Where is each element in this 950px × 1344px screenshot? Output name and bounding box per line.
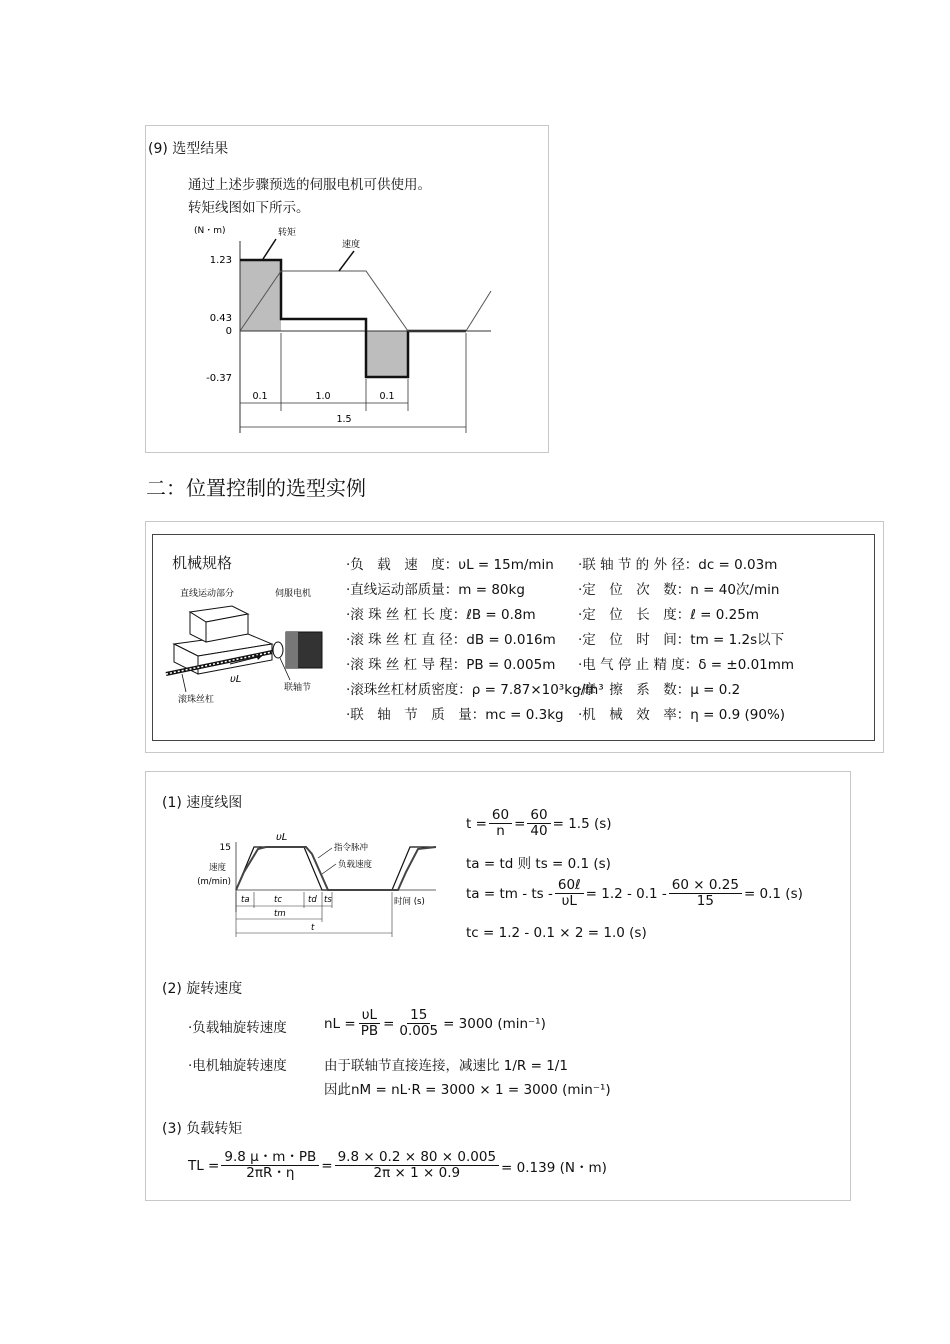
y-label-speed: 速度 bbox=[208, 863, 226, 873]
spec-efficiency: ·机 械 效 率：η = 0.9 (90%) bbox=[578, 707, 786, 723]
spec-friction: ·摩 擦 系 数：μ = 0.2 bbox=[578, 682, 741, 698]
torque-accel-area bbox=[240, 260, 281, 331]
speed-diagram bbox=[186, 812, 486, 942]
machine-illustration bbox=[160, 582, 330, 712]
load-speed-curve bbox=[236, 847, 436, 890]
time-label: 时间 (s) bbox=[394, 897, 425, 907]
eq-text: = bbox=[321, 1157, 333, 1174]
description-line: 通过上述步骤预选的伺服电机可供使用。 bbox=[188, 177, 431, 193]
motor-line-2: 因此nM = nL·R = 3000 × 1 = 3000 (min⁻¹) bbox=[324, 1082, 611, 1098]
denominator: 15 bbox=[696, 893, 714, 909]
load-speed-label: 负载速度 bbox=[338, 860, 373, 870]
servo-motor-face bbox=[286, 632, 298, 668]
vl-label: υL bbox=[276, 832, 288, 843]
torque-result-panel bbox=[145, 125, 549, 453]
fraction bbox=[221, 1150, 319, 1181]
eq-text: = 3000 (min⁻¹) bbox=[443, 1015, 546, 1032]
spec-load-speed: ·负 载 速 度：υL = 15m/min bbox=[346, 557, 554, 573]
duration-accel: 0.1 bbox=[252, 391, 268, 402]
spec-linear-mass: ·直线运动部质量：m = 80kg bbox=[346, 582, 525, 598]
linear-part-label: 直线运动部分 bbox=[180, 589, 235, 599]
numerator: 60ℓ bbox=[555, 878, 584, 894]
spec-positioning-length: ·定 位 长 度：ℓ = 0.25m bbox=[578, 607, 759, 623]
torque-label: 转矩 bbox=[278, 228, 297, 238]
eq-text: nL = bbox=[324, 1015, 356, 1032]
denominator: 2πR・η bbox=[246, 1165, 295, 1181]
speed-callout bbox=[339, 251, 354, 271]
eq-text: t = bbox=[466, 815, 487, 832]
coupling bbox=[273, 642, 283, 658]
motor-line-1: 由于联轴节直接连接，减速比 1/R = 1/1 bbox=[324, 1058, 568, 1074]
speed-label: 速度 bbox=[342, 240, 361, 250]
seg-tc: tc bbox=[274, 895, 283, 905]
speed-diagram-title: (1) 速度线图 bbox=[162, 795, 243, 811]
eq-text: = 0.139 (N・m) bbox=[501, 1159, 607, 1176]
seg-t: t bbox=[311, 923, 315, 933]
numerator: 60 bbox=[489, 808, 512, 824]
y-label-unit: (m/min) bbox=[197, 877, 231, 887]
fraction bbox=[335, 1150, 499, 1181]
eq-text: = 1.5 (s) bbox=[552, 815, 612, 832]
section-title: (9) 选型结果 bbox=[148, 141, 229, 157]
y-tick-1-23: 1.23 bbox=[209, 255, 232, 266]
duration-const: 1.0 bbox=[315, 391, 331, 402]
numerator: 15 bbox=[407, 1008, 430, 1024]
torque-decel-area bbox=[366, 331, 408, 377]
equation-cycle-time bbox=[466, 808, 612, 839]
denominator: 40 bbox=[530, 823, 548, 839]
numerator: 60 × 0.25 bbox=[669, 878, 742, 894]
denominator: υL bbox=[561, 893, 577, 909]
load-callout bbox=[322, 864, 336, 874]
machine-spec-panel bbox=[145, 521, 884, 753]
seg-tm: tm bbox=[274, 909, 286, 919]
calculation-panel bbox=[145, 771, 851, 1201]
coupling-label: 联轴节 bbox=[284, 683, 312, 693]
denominator: 0.005 bbox=[399, 1023, 439, 1039]
equation-ta-td: ta = td 则 ts = 0.1 (s) bbox=[466, 856, 611, 872]
numerator: 9.8 μ・m・PB bbox=[221, 1150, 319, 1166]
spec-screw-length: ·滚 珠 丝 杠 长 度：ℓB = 0.8m bbox=[346, 607, 536, 623]
torque-callout bbox=[263, 239, 276, 259]
duration-total: 1.5 bbox=[336, 414, 352, 425]
eq-text: = bbox=[514, 815, 526, 832]
servo-motor-label: 伺服电机 bbox=[275, 589, 312, 599]
ball-screw-label: 滚珠丝杠 bbox=[178, 695, 215, 705]
fraction bbox=[527, 808, 550, 839]
eq-text: TL = bbox=[188, 1157, 220, 1174]
section-heading: 二：位置控制的选型实例 bbox=[146, 476, 366, 500]
equation-load-torque bbox=[188, 1150, 607, 1181]
spec-screw-density: ·滚珠丝杠材质密度：ρ = 7.87×10³kg/m³ bbox=[346, 682, 604, 698]
seg-td: td bbox=[308, 895, 317, 905]
y-unit: (N・m) bbox=[194, 226, 226, 236]
fraction bbox=[669, 878, 742, 909]
denominator: 2π × 1 × 0.9 bbox=[373, 1165, 461, 1181]
equation-load-speed bbox=[324, 1008, 546, 1039]
denominator: PB bbox=[360, 1023, 379, 1039]
denominator: n bbox=[496, 823, 505, 839]
y-tick-0: 0 bbox=[225, 326, 232, 337]
spec-coupling-diameter: ·联 轴 节 的 外 径：dc = 0.03m bbox=[578, 557, 778, 573]
fraction bbox=[396, 1008, 441, 1039]
torque-diagram bbox=[146, 221, 546, 451]
cmd-pulse-label: 指令脉冲 bbox=[334, 843, 369, 853]
rotation-speed-title: (2) 旋转速度 bbox=[162, 981, 243, 997]
equation-ta bbox=[466, 878, 803, 909]
spec-coupling-mass: ·联 轴 节 质 量：mc = 0.3kg bbox=[346, 707, 564, 723]
numerator: υL bbox=[359, 1008, 380, 1024]
y-tick-neg-0-37: -0.37 bbox=[206, 373, 232, 384]
eq-text: = 1.2 - 0.1 - bbox=[585, 885, 667, 902]
y-tick-15: 15 bbox=[219, 843, 231, 853]
spec-screw-diameter: ·滚 珠 丝 杠 直 径：dB = 0.016m bbox=[346, 632, 556, 648]
eq-text: = bbox=[383, 1015, 395, 1032]
numerator: 9.8 × 0.2 × 80 × 0.005 bbox=[335, 1150, 499, 1166]
y-tick-0-43: 0.43 bbox=[209, 313, 232, 324]
load-speed-symbol: υL bbox=[230, 674, 242, 685]
fraction bbox=[489, 808, 512, 839]
spec-positioning-count: ·定 位 次 数：n = 40次/min bbox=[578, 582, 780, 598]
numerator: 60 bbox=[527, 808, 550, 824]
duration-decel: 0.1 bbox=[379, 391, 395, 402]
eq-text: ta = tm - ts - bbox=[466, 885, 553, 902]
spec-stop-accuracy: ·电 气 停 止 精 度：δ = ±0.01mm bbox=[578, 657, 795, 673]
description-line: 转矩线图如下所示。 bbox=[188, 200, 310, 216]
motor-axis-label: ·电机轴旋转速度 bbox=[188, 1058, 287, 1074]
seg-ts: ts bbox=[324, 895, 332, 905]
fraction bbox=[358, 1008, 381, 1039]
cmd-callout bbox=[318, 848, 332, 858]
spec-screw-lead: ·滚 珠 丝 杠 导 程：PB = 0.005m bbox=[346, 657, 556, 673]
load-axis-label: ·负载轴旋转速度 bbox=[188, 1020, 287, 1036]
spec-positioning-time: ·定 位 时 间：tm = 1.2s以下 bbox=[578, 632, 785, 648]
eq-text: = 0.1 (s) bbox=[743, 885, 803, 902]
screw-leader bbox=[182, 674, 186, 692]
seg-ta: ta bbox=[241, 895, 250, 905]
fraction bbox=[555, 878, 584, 909]
command-pulse bbox=[236, 847, 436, 890]
equation-tc: tc = 1.2 - 0.1 × 2 = 1.0 (s) bbox=[466, 925, 647, 941]
spec-title: 机械规格 bbox=[172, 554, 233, 572]
load-torque-title: (3) 负载转矩 bbox=[162, 1121, 243, 1137]
